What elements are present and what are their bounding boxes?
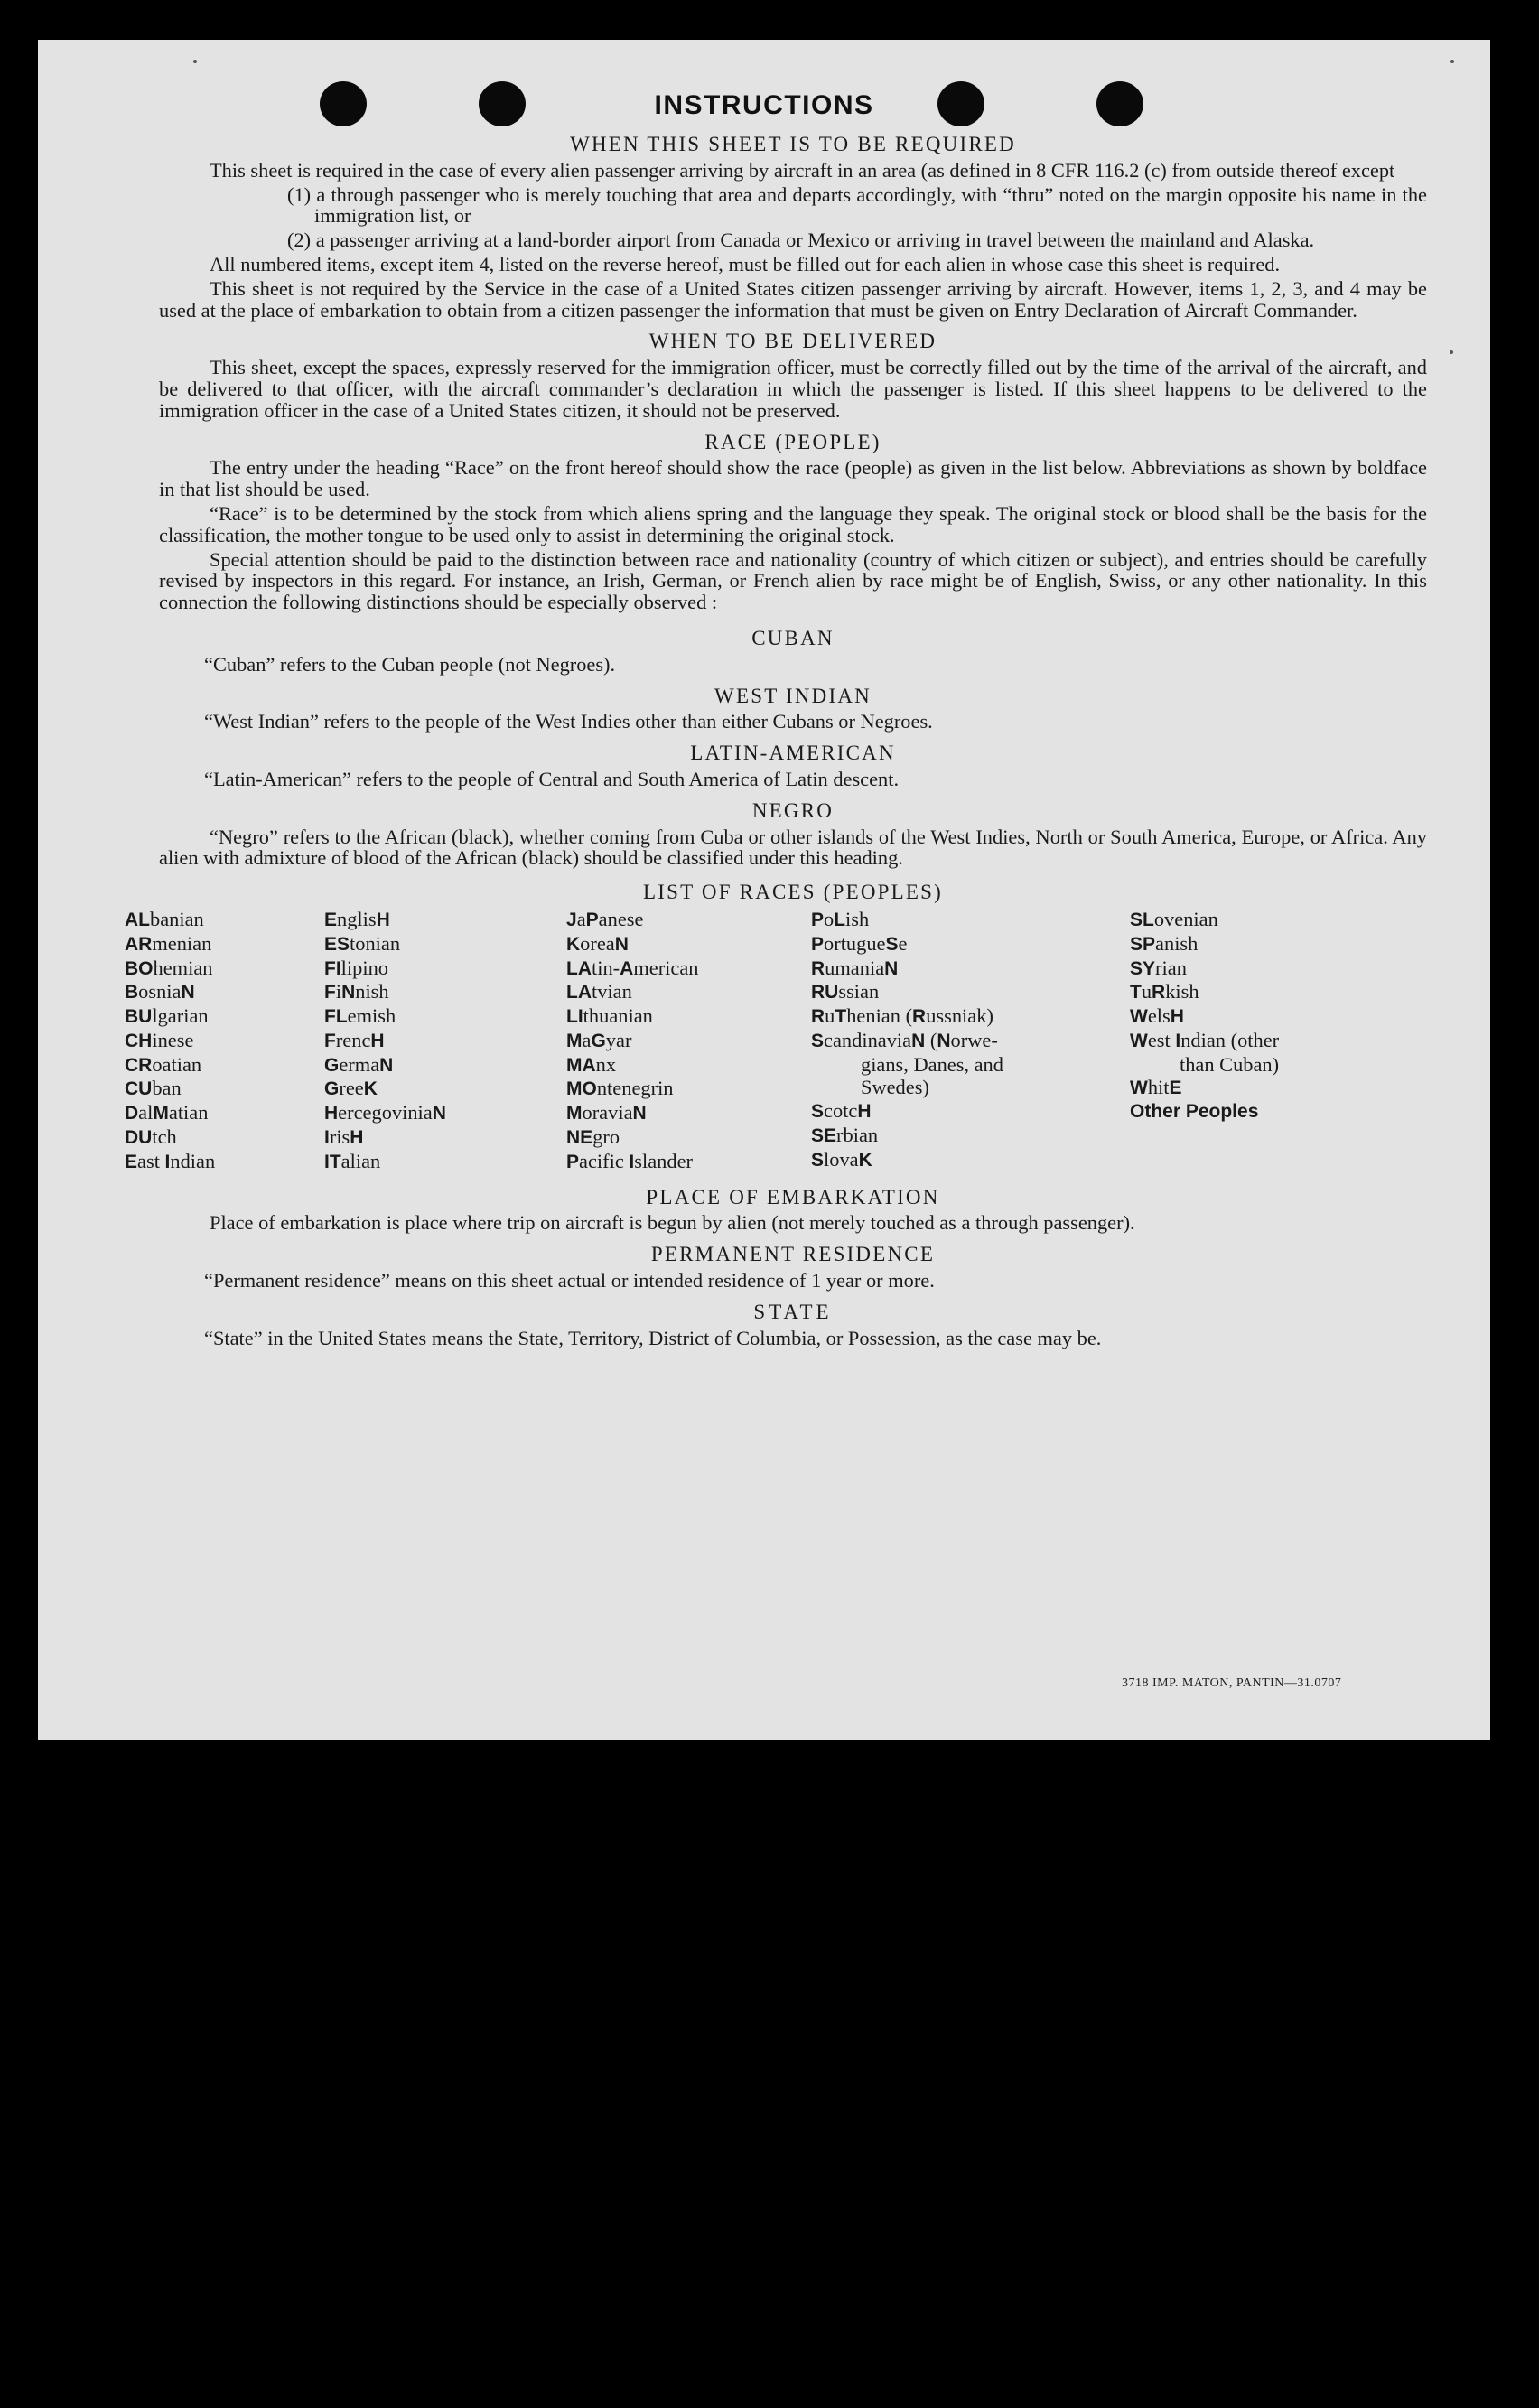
race-entry: GreeK (324, 1077, 378, 1100)
race-entry: ScandinaviaN (Norwe- (811, 1028, 998, 1051)
race-entry: BosniaN (125, 980, 195, 1003)
race-entry: West Indian (other (1130, 1028, 1280, 1051)
race-entry: LAtvian (566, 980, 632, 1003)
race-list (125, 908, 1427, 1174)
paragraph: “Negro” refers to the African (black), whether coming from Cuba or other islands of the West Indies, North or South America, Europe, or Africa. Any alien with admixture of blood of the African (black) should be classified under this heading. (159, 825, 1427, 870)
race-entry: BOhemian (125, 956, 213, 979)
list-item: (2) a passenger arriving at a land-border airport from Canada or Mexico or arriving in travel between the mainland and Alaska. (287, 229, 1315, 252)
paragraph: “West Indian” refers to the people of the West Indies other than either Cubans or Negroes. (204, 710, 933, 733)
race-entry: Other Peoples (1130, 1101, 1259, 1123)
race-entry: WhitE (1130, 1076, 1182, 1099)
race-entry: FLemish (324, 1004, 396, 1028)
race-entry: DUtch (125, 1125, 177, 1149)
page-title: INSTRUCTIONS (654, 90, 874, 120)
race-column (324, 908, 566, 1174)
race-entry: ScotcH (811, 1099, 872, 1123)
race-entry: East Indian (125, 1149, 216, 1172)
section-heading: WHEN TO BE DELIVERED (648, 330, 937, 353)
section-heading: STATE (753, 1300, 833, 1323)
race-entry: DalMatian (125, 1101, 209, 1125)
race-entry: RuThenian (Russniak) (811, 1004, 993, 1028)
race-entry: than Cuban) (1180, 1052, 1280, 1076)
section-heading: LATIN-AMERICAN (690, 742, 896, 765)
race-entry: PortugueSe (811, 931, 908, 955)
race-entry: ARmenian (125, 931, 212, 955)
race-entry: HercegoviniaN (324, 1101, 446, 1125)
race-entry: MAnx (566, 1052, 617, 1076)
section-heading: WHEN THIS SHEET IS TO BE REQUIRED (570, 133, 1016, 155)
paragraph: “State” in the United States means the State, Territory, District of Columbia, or Possession, as the case may be. (204, 1326, 1102, 1349)
race-column (811, 908, 1130, 1174)
race-entry: CUban (125, 1077, 182, 1100)
race-entry: PoLish (811, 907, 870, 930)
race-entry: WelsH (1130, 1004, 1184, 1028)
section-heading: CUBAN (751, 626, 835, 649)
race-entry: SlovaK (811, 1147, 872, 1171)
race-entry: ALbanian (125, 907, 204, 930)
list-item: (1) a through passenger who is merely touching that area and departs accordingly, with “thru” noted on the margin opposite his name in the immigration list, or (287, 182, 1427, 228)
race-entry: MoraviaN (566, 1101, 647, 1125)
race-entry: Swedes) (861, 1076, 929, 1099)
race-entry: TuRkish (1130, 980, 1199, 1003)
race-entry: FiNnish (324, 980, 389, 1003)
race-column (125, 908, 324, 1174)
race-entry: RumaniaN (811, 956, 899, 979)
speck (193, 60, 197, 63)
race-entry: gians, Danes, and (861, 1052, 1003, 1076)
section-heading: RACE (PEOPLE) (704, 430, 881, 453)
race-entry: ITalian (324, 1149, 381, 1172)
race-column (566, 908, 811, 1174)
document-page (38, 40, 1490, 1740)
race-entry: RUssian (811, 980, 880, 1003)
speck (1450, 350, 1453, 354)
paragraph: “Latin-American” refers to the people of Central and South America of Latin descent. (204, 767, 900, 790)
paragraph: “Cuban” refers to the Cuban people (not Negroes). (204, 652, 616, 676)
race-entry: FIlipino (324, 956, 388, 979)
race-entry: SErbian (811, 1124, 879, 1147)
race-entry: JaPanese (566, 907, 644, 930)
paragraph: All numbered items, except item 4, listed on the reverse hereof, must be filled out for each alien in whose case this sheet is required. (210, 252, 1281, 275)
race-list-heading: LIST OF RACES (PEOPLES) (643, 881, 943, 904)
paragraph: This sheet is required in the case of every alien passenger arriving by aircraft in an area (as defined in 8 CFR 116.2 (c) from outside thereof except (210, 158, 1395, 182)
paragraph: This sheet is not required by the Service in the case of a United States citizen passenger arriving by aircraft. However, items 1, 2, 3, and 4 may be used at the place of embarkation to obtain from a citizen passenger the information that must be given on Entry Declaration of Aircraft Commander. (159, 276, 1427, 322)
race-entry: CRoatian (125, 1052, 202, 1076)
paragraph: This sheet, except the spaces, expressly reserved for the immigration officer, must be correctly filled out by the time of the arrival of the aircraft, and be delivered to that officer, with the aircraft commander’s declaration in which the passenger is listed. If this sheet happens to be delivered to the immigration officer in the case of a United States citizen, it should not be preserved. (159, 356, 1427, 422)
section-heading: NEGRO (751, 798, 835, 822)
section-heading: PERMANENT RESIDENCE (650, 1243, 936, 1266)
race-entry: SLovenian (1130, 907, 1218, 930)
race-entry: FrencH (324, 1028, 385, 1051)
race-entry: CHinese (125, 1028, 194, 1051)
paragraph: “Race” is to be determined by the stock from which aliens spring and the language they speak. The original stock or blood shall be the basis for the classification, the mother tongue to be used only to assist in determining the original stock. (159, 501, 1427, 546)
race-entry: SYrian (1130, 956, 1187, 979)
speck (1450, 60, 1454, 63)
printer-imprint: 3718 IMP. MATON, PANTIN—31.0707 (1122, 1676, 1342, 1690)
race-entry: EnglisH (324, 907, 390, 930)
race-entry: GermaN (324, 1052, 394, 1076)
paragraph: Special attention should be paid to the distinction between race and nationality (country of which citizen or subject), and entries should be carefully revised by inspectors in this regard. For instance, an Irish, German, or French alien by race might be of English, Swiss, or any other nationality. In this connection the following distinctions should be especially observed : (159, 547, 1427, 614)
race-entry: MaGyar (566, 1028, 632, 1051)
paragraph: The entry under the heading “Race” on the front hereof should show the race (people) as given in the list below. Abbreviations as shown by boldface in that list should be used. (159, 456, 1427, 501)
race-entry: Pacific Islander (566, 1149, 693, 1172)
instructions-body (125, 133, 1427, 1351)
race-entry: EStonian (324, 931, 401, 955)
race-entry: MOntenegrin (566, 1077, 674, 1100)
section-heading: WEST INDIAN (714, 684, 872, 707)
race-entry: IrisH (324, 1125, 364, 1149)
race-entry: SPanish (1130, 931, 1199, 955)
paragraph: Place of embarkation is place where trip on aircraft is begun by alien (not merely touched as a through passenger). (210, 1211, 1135, 1235)
race-entry: LIthuanian (566, 1004, 653, 1028)
race-column (1130, 908, 1365, 1174)
race-entry: KoreaN (566, 931, 629, 955)
section-heading: PLACE OF EMBARKATION (646, 1185, 940, 1209)
race-entry: NEgro (566, 1125, 620, 1149)
paragraph: “Permanent residence” means on this sheet actual or intended residence of 1 year or more. (204, 1269, 935, 1293)
race-entry: BUlgarian (125, 1004, 209, 1028)
race-entry: LAtin-American (566, 956, 699, 979)
